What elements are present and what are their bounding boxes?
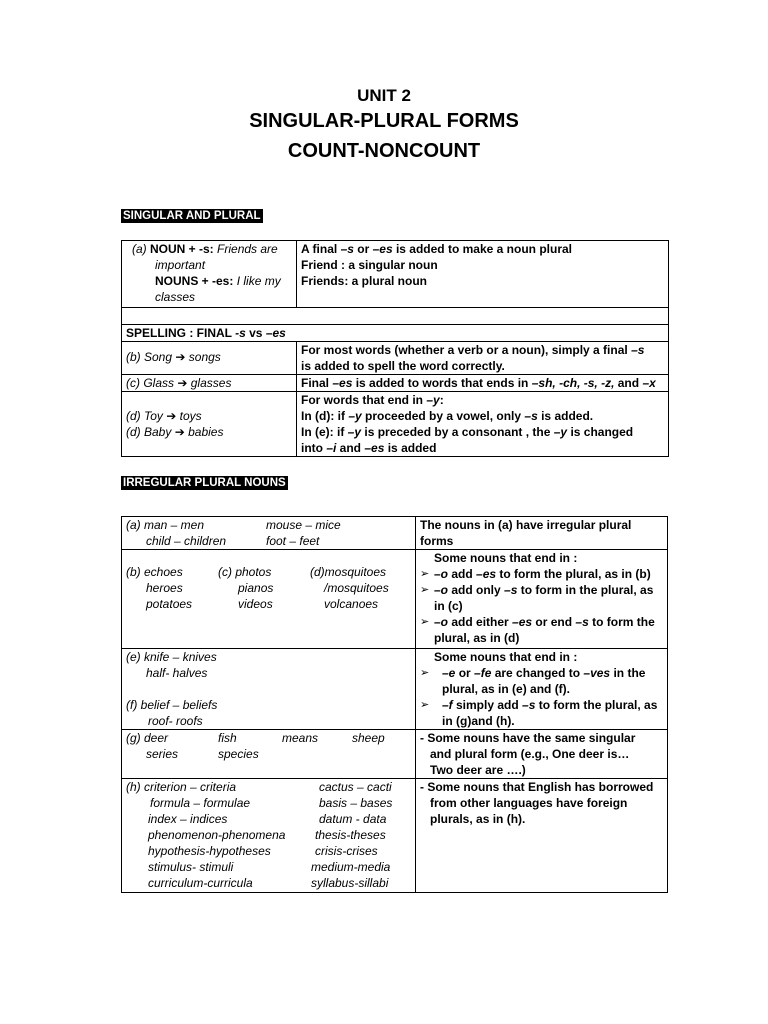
label-a: (a) bbox=[132, 242, 150, 256]
example-text: means bbox=[282, 731, 319, 745]
explanation-text: is preceded by a consonant , the bbox=[361, 425, 554, 439]
example-text: songs bbox=[188, 350, 221, 364]
spelling-heading: –es bbox=[265, 326, 286, 340]
example-text: foot – feet bbox=[266, 534, 320, 548]
table-cell bbox=[416, 550, 668, 649]
explanation-text: A final bbox=[301, 242, 341, 256]
table-cell bbox=[122, 517, 416, 550]
explanation-text: - Some nouns that English has borrowed bbox=[420, 780, 654, 794]
explanation-text: –es bbox=[372, 242, 393, 256]
explanation-text: is added to words that ends in bbox=[352, 376, 532, 390]
example-text: syllabus-sillabi bbox=[311, 876, 389, 890]
explanation-text: –es bbox=[476, 567, 497, 581]
explanation-text: Two deer are ….) bbox=[430, 763, 526, 777]
example-text: sheep bbox=[352, 731, 385, 745]
explanation-text: or bbox=[455, 666, 475, 680]
example-text: (d) Baby bbox=[126, 425, 175, 439]
spelling-heading: SPELLING : FINAL bbox=[126, 326, 236, 340]
explanation-text: –x bbox=[642, 376, 656, 390]
example-text: important bbox=[155, 258, 206, 272]
unit-heading: UNIT 2 bbox=[357, 86, 411, 105]
explanation-text: Some nouns that end in : bbox=[434, 650, 578, 664]
explanation-text: to form in the plural, as in (c) bbox=[434, 583, 654, 613]
example-text: mouse – mice bbox=[266, 518, 341, 532]
explanation-text: - Some nouns have the same singular bbox=[420, 731, 636, 745]
table-row-empty bbox=[122, 308, 669, 325]
explanation-text: –sh, -ch, -s, -z, bbox=[531, 376, 615, 390]
example-text: datum - data bbox=[319, 812, 387, 826]
explanation-text: Final bbox=[301, 376, 333, 390]
table-cell bbox=[122, 649, 416, 730]
explanation-text: –es bbox=[332, 376, 353, 390]
table-cell bbox=[122, 779, 416, 893]
explanation-text: are changed to bbox=[491, 666, 584, 680]
explanation-text: add either bbox=[448, 615, 513, 629]
table-cell bbox=[416, 779, 668, 893]
example-text: stimulus- stimuli bbox=[148, 860, 234, 874]
table-cell bbox=[122, 241, 297, 308]
explanation-text: is added bbox=[384, 441, 437, 455]
explanation-text: –e bbox=[442, 666, 456, 680]
example-text: (a) man – men bbox=[126, 518, 205, 532]
table-cell bbox=[297, 392, 669, 457]
example-text: babies bbox=[188, 425, 224, 439]
table-cell bbox=[122, 375, 297, 392]
example-text: medium-media bbox=[311, 860, 391, 874]
table-row-spelling-header bbox=[122, 325, 669, 342]
bullet-arrow-icon: ➢ bbox=[420, 699, 430, 711]
example-text: cactus – cacti bbox=[319, 780, 392, 794]
example-text: basis – bases bbox=[319, 796, 393, 810]
example-text: (g) deer bbox=[126, 731, 169, 745]
table-row bbox=[122, 517, 668, 550]
example-text: crisis-crises bbox=[315, 844, 378, 858]
example-text: Friends are bbox=[213, 242, 278, 256]
example-text: videos bbox=[238, 597, 273, 611]
list-item bbox=[420, 614, 663, 646]
example-text: heroes bbox=[146, 581, 183, 595]
explanation-text: and plural form (e.g., One deer is… bbox=[430, 747, 630, 761]
explanation-text: –s bbox=[340, 242, 354, 256]
arrow-right-icon: ➔ bbox=[175, 350, 186, 364]
rule-text: NOUNS + -es: bbox=[155, 274, 234, 288]
explanation-text: plurals, as in (h). bbox=[430, 812, 526, 826]
bullet-arrow-icon: ➢ bbox=[420, 616, 430, 628]
example-text: volcanoes bbox=[324, 597, 379, 611]
example-text: (c) photos bbox=[218, 565, 272, 579]
table-cell bbox=[122, 730, 416, 779]
explanation-text: Friends: a plural noun bbox=[301, 274, 428, 288]
explanation-text: In (d): if bbox=[301, 409, 349, 423]
table-cell bbox=[416, 730, 668, 779]
example-text: (b) echoes bbox=[126, 565, 183, 579]
list-item bbox=[420, 665, 663, 697]
example-text: (b) Song bbox=[126, 350, 176, 364]
table-row bbox=[122, 730, 668, 779]
explanation-text: –ves bbox=[583, 666, 611, 680]
explanation-text: –s bbox=[631, 343, 645, 357]
example-text: (d)mosquitoes bbox=[310, 565, 387, 579]
example-text: curriculum-curricula bbox=[148, 876, 253, 890]
section-label-irregular-plural: IRREGULAR PLURAL NOUNS bbox=[123, 477, 286, 489]
table-cell bbox=[297, 342, 669, 375]
explanation-text: –y bbox=[348, 409, 362, 423]
explanation-text: and bbox=[614, 376, 643, 390]
explanation-text: is added. bbox=[537, 409, 594, 423]
example-text: (d) Toy bbox=[126, 409, 167, 423]
page-title: SINGULAR-PLURAL FORMS bbox=[249, 110, 519, 132]
explanation-text: Some nouns that end in : bbox=[434, 551, 578, 565]
singular-plural-table bbox=[121, 240, 669, 457]
explanation-text: is added to spell the word correctly. bbox=[301, 359, 505, 373]
example-text: hypothesis-hypotheses bbox=[148, 844, 271, 858]
table-cell bbox=[122, 342, 297, 375]
explanation-text: –o bbox=[434, 615, 449, 629]
explanation-text: –es bbox=[364, 441, 385, 455]
table-cell bbox=[122, 392, 297, 457]
table-cell bbox=[416, 517, 668, 550]
example-text: pianos bbox=[238, 581, 274, 595]
table-row bbox=[122, 375, 669, 392]
explanation-text: to form the plural, as in (b) bbox=[496, 567, 651, 581]
explanation-text: –es bbox=[512, 615, 533, 629]
table-row bbox=[122, 550, 668, 649]
arrow-right-icon: ➔ bbox=[177, 376, 188, 390]
example-text: potatoes bbox=[146, 597, 193, 611]
table-cell bbox=[297, 375, 669, 392]
explanation-text: –o bbox=[434, 567, 449, 581]
example-text: phenomenon-phenomena bbox=[148, 828, 286, 842]
explanation-text: in the plural, as in (e) and (f). bbox=[442, 666, 646, 696]
table-cell bbox=[297, 241, 669, 308]
example-text: roof- roofs bbox=[148, 714, 203, 728]
example-text: formula – formulae bbox=[150, 796, 251, 810]
example-text: glasses bbox=[190, 376, 232, 390]
explanation-text: into bbox=[301, 441, 327, 455]
table-cell bbox=[122, 325, 669, 342]
explanation-text: –s bbox=[575, 615, 589, 629]
example-text: thesis-theses bbox=[315, 828, 386, 842]
table-row bbox=[122, 342, 669, 375]
section-label-singular-plural: SINGULAR AND PLURAL bbox=[123, 210, 261, 222]
list-item bbox=[420, 566, 663, 582]
table-row bbox=[122, 392, 669, 457]
explanation-text: –y bbox=[426, 393, 440, 407]
table-cell bbox=[122, 308, 669, 325]
explanation-text: add only bbox=[448, 583, 505, 597]
explanation-text: –s bbox=[524, 409, 538, 423]
explanation-text: For words that end in bbox=[301, 393, 427, 407]
list-item bbox=[420, 697, 663, 729]
explanation-text: For most words (whether a verb or a noun), simply a final bbox=[301, 343, 632, 357]
example-text: half- halves bbox=[146, 666, 208, 680]
table-row bbox=[122, 241, 669, 308]
example-text: /mosquitoes bbox=[324, 581, 389, 595]
explanation-text: to form the plural, as in (g)and (h). bbox=[442, 698, 658, 728]
explanation-text: is changed bbox=[567, 425, 634, 439]
explanation-text: to form the plural, as in (d) bbox=[434, 615, 655, 645]
example-text: (h) criterion – criteria bbox=[126, 780, 237, 794]
example-text: fish bbox=[218, 731, 237, 745]
example-text: (c) Glass bbox=[126, 376, 178, 390]
example-text: toys bbox=[179, 409, 202, 423]
explanation-text: or bbox=[353, 242, 373, 256]
spelling-heading: -s bbox=[235, 326, 246, 340]
bullet-arrow-icon: ➢ bbox=[420, 667, 430, 679]
spelling-heading: vs bbox=[245, 326, 266, 340]
table-row bbox=[122, 779, 668, 893]
example-text: I like my bbox=[233, 274, 281, 288]
example-text: index – indices bbox=[148, 812, 228, 826]
explanation-text: –o bbox=[434, 583, 449, 597]
explanation-text: simply add bbox=[452, 698, 523, 712]
explanation-text: is added to make a noun plural bbox=[392, 242, 572, 256]
arrow-right-icon: ➔ bbox=[166, 409, 177, 423]
explanation-text: proceeded by a vowel, only bbox=[361, 409, 525, 423]
bullet-arrow-icon: ➢ bbox=[420, 584, 430, 596]
explanation-text: add bbox=[448, 567, 477, 581]
explanation-text: –i bbox=[326, 441, 337, 455]
explanation-text: –s bbox=[522, 698, 536, 712]
list-item bbox=[420, 582, 663, 614]
table-cell bbox=[122, 550, 416, 649]
table-cell bbox=[416, 649, 668, 730]
explanation-text: In (e): if bbox=[301, 425, 348, 439]
explanation-text: –fe bbox=[474, 666, 492, 680]
example-text: species bbox=[218, 747, 259, 761]
example-text: (e) knife – knives bbox=[126, 650, 217, 664]
explanation-text: Friend : a singular noun bbox=[301, 258, 438, 272]
explanation-text: The nouns in (a) have irregular plural forms bbox=[420, 518, 632, 548]
example-text: classes bbox=[155, 290, 196, 304]
explanation-text: and bbox=[336, 441, 365, 455]
example-text: series bbox=[146, 747, 179, 761]
explanation-text: –f bbox=[442, 698, 453, 712]
bullet-arrow-icon: ➢ bbox=[420, 568, 430, 580]
example-text: child – children bbox=[146, 534, 227, 548]
explanation-text: –s bbox=[504, 583, 518, 597]
explanation-text: : bbox=[439, 393, 444, 407]
example-text: (f) belief – beliefs bbox=[126, 698, 218, 712]
explanation-text: from other languages have foreign bbox=[430, 796, 628, 810]
explanation-text: or end bbox=[532, 615, 576, 629]
table-row bbox=[122, 649, 668, 730]
rule-text: NOUN + -s: bbox=[150, 242, 214, 256]
explanation-text: –y bbox=[553, 425, 568, 439]
page-subtitle: COUNT-NONCOUNT bbox=[287, 140, 481, 162]
explanation-text: –y bbox=[347, 425, 362, 439]
arrow-right-icon: ➔ bbox=[174, 425, 185, 439]
irregular-plural-table bbox=[121, 516, 668, 893]
